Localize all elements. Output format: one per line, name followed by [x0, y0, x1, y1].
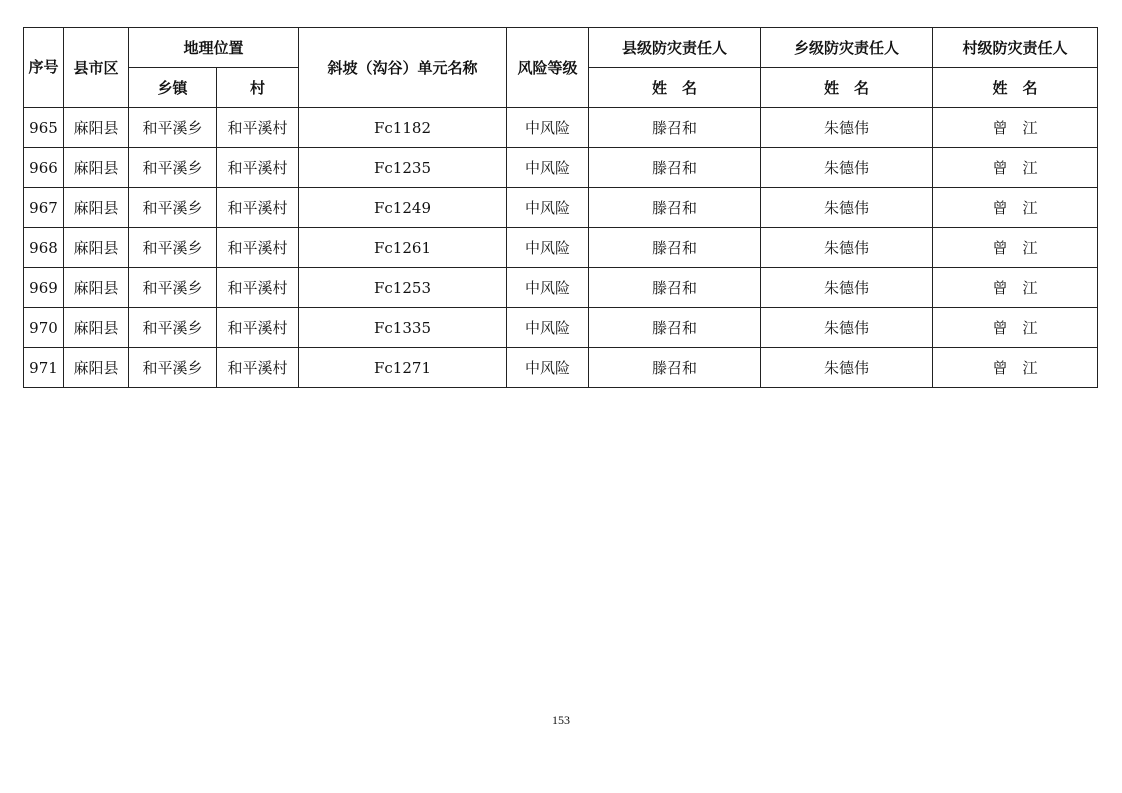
cell-risk-level: 中风险 — [507, 228, 589, 268]
header-county-person: 县级防灾责任人 — [589, 28, 761, 68]
cell-village-person: 曾 江 — [933, 148, 1098, 188]
cell-seq: 970 — [24, 308, 64, 348]
cell-slope-unit: Fc1182 — [299, 108, 507, 148]
cell-county: 麻阳县 — [64, 188, 129, 228]
cell-county: 麻阳县 — [64, 308, 129, 348]
cell-slope-unit: Fc1261 — [299, 228, 507, 268]
cell-town: 和平溪乡 — [129, 228, 217, 268]
cell-village: 和平溪村 — [217, 308, 299, 348]
cell-slope-unit: Fc1253 — [299, 268, 507, 308]
cell-town: 和平溪乡 — [129, 148, 217, 188]
header-slope-unit: 斜坡（沟谷）单元名称 — [299, 28, 507, 108]
header-risk-level: 风险等级 — [507, 28, 589, 108]
cell-slope-unit: Fc1271 — [299, 348, 507, 388]
cell-village: 和平溪村 — [217, 108, 299, 148]
table-row — [24, 188, 1098, 228]
header-county: 县市区 — [64, 28, 129, 108]
cell-village-person: 曾 江 — [933, 108, 1098, 148]
cell-town: 和平溪乡 — [129, 188, 217, 228]
header-county-person-name: 姓 名 — [589, 68, 761, 108]
cell-village-person: 曾 江 — [933, 228, 1098, 268]
cell-seq: 965 — [24, 108, 64, 148]
cell-county: 麻阳县 — [64, 148, 129, 188]
table-header — [24, 28, 1098, 108]
cell-seq: 971 — [24, 348, 64, 388]
cell-county: 麻阳县 — [64, 348, 129, 388]
header-town-person-name: 姓 名 — [761, 68, 933, 108]
header-geo-location: 地理位置 — [129, 28, 299, 68]
cell-risk-level: 中风险 — [507, 148, 589, 188]
cell-village: 和平溪村 — [217, 228, 299, 268]
cell-town: 和平溪乡 — [129, 108, 217, 148]
cell-county-person: 滕召和 — [589, 188, 761, 228]
table-row — [24, 268, 1098, 308]
cell-county-person: 滕召和 — [589, 148, 761, 188]
cell-county: 麻阳县 — [64, 268, 129, 308]
header-town: 乡镇 — [129, 68, 217, 108]
table-row — [24, 148, 1098, 188]
cell-county-person: 滕召和 — [589, 348, 761, 388]
cell-county-person: 滕召和 — [589, 268, 761, 308]
cell-seq: 967 — [24, 188, 64, 228]
cell-town: 和平溪乡 — [129, 348, 217, 388]
page-number: 153 — [552, 713, 570, 727]
cell-town: 和平溪乡 — [129, 308, 217, 348]
cell-slope-unit: Fc1249 — [299, 188, 507, 228]
cell-county-person: 滕召和 — [589, 108, 761, 148]
cell-village: 和平溪村 — [217, 348, 299, 388]
responsibility-table — [23, 27, 1098, 388]
cell-village-person: 曾 江 — [933, 348, 1098, 388]
cell-seq: 969 — [24, 268, 64, 308]
cell-slope-unit: Fc1335 — [299, 308, 507, 348]
table-row — [24, 348, 1098, 388]
table-row — [24, 228, 1098, 268]
cell-seq: 968 — [24, 228, 64, 268]
header-village-person: 村级防灾责任人 — [933, 28, 1098, 68]
cell-risk-level: 中风险 — [507, 188, 589, 228]
cell-slope-unit: Fc1235 — [299, 148, 507, 188]
cell-county: 麻阳县 — [64, 108, 129, 148]
cell-county: 麻阳县 — [64, 228, 129, 268]
table-row — [24, 308, 1098, 348]
table-row — [24, 108, 1098, 148]
cell-town-person: 朱德伟 — [761, 188, 933, 228]
cell-risk-level: 中风险 — [507, 108, 589, 148]
cell-village-person: 曾 江 — [933, 268, 1098, 308]
cell-risk-level: 中风险 — [507, 348, 589, 388]
cell-village: 和平溪村 — [217, 268, 299, 308]
cell-county-person: 滕召和 — [589, 228, 761, 268]
cell-town-person: 朱德伟 — [761, 148, 933, 188]
cell-town: 和平溪乡 — [129, 268, 217, 308]
cell-town-person: 朱德伟 — [761, 308, 933, 348]
cell-town-person: 朱德伟 — [761, 268, 933, 308]
cell-village: 和平溪村 — [217, 148, 299, 188]
header-seq: 序号 — [24, 28, 64, 108]
cell-town-person: 朱德伟 — [761, 108, 933, 148]
cell-village-person: 曾 江 — [933, 188, 1098, 228]
table-body — [24, 108, 1098, 388]
cell-village: 和平溪村 — [217, 188, 299, 228]
cell-risk-level: 中风险 — [507, 268, 589, 308]
header-village-person-name: 姓 名 — [933, 68, 1098, 108]
header-village: 村 — [217, 68, 299, 108]
header-town-person: 乡级防灾责任人 — [761, 28, 933, 68]
cell-village-person: 曾 江 — [933, 308, 1098, 348]
cell-town-person: 朱德伟 — [761, 348, 933, 388]
cell-town-person: 朱德伟 — [761, 228, 933, 268]
cell-seq: 966 — [24, 148, 64, 188]
cell-county-person: 滕召和 — [589, 308, 761, 348]
cell-risk-level: 中风险 — [507, 308, 589, 348]
header-row-1 — [24, 28, 1098, 68]
